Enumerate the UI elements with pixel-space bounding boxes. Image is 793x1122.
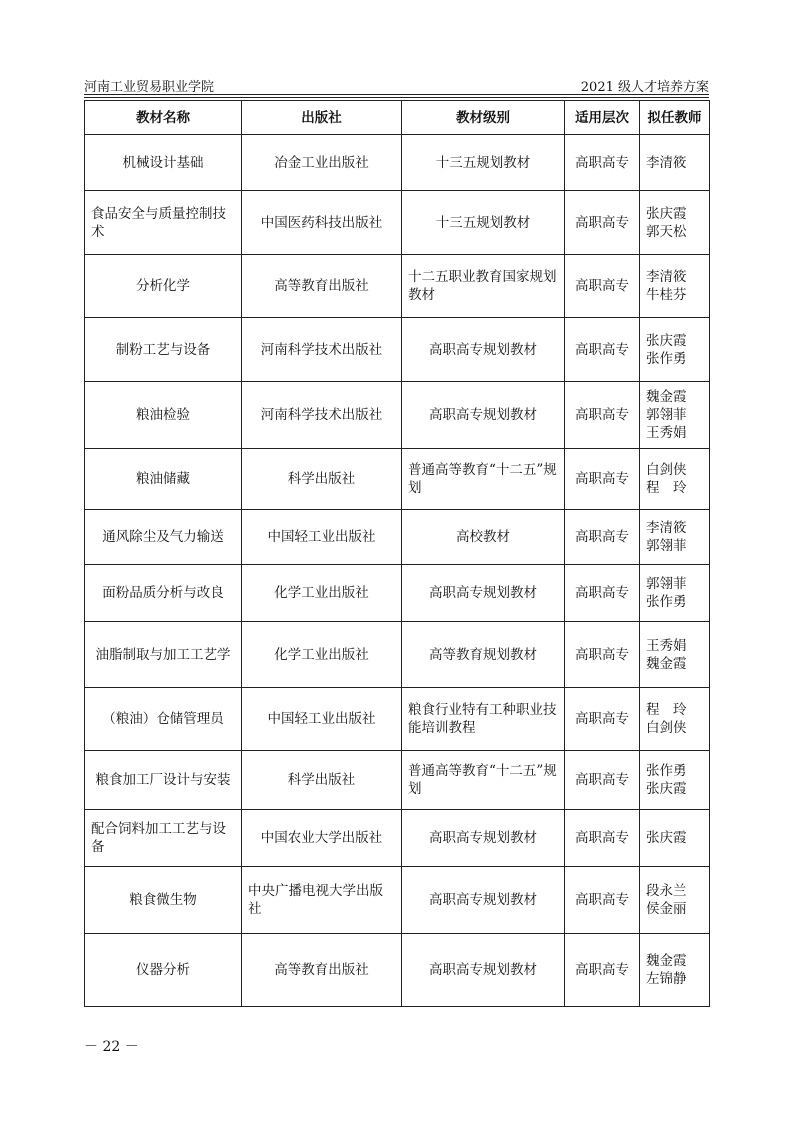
table-row	[85, 382, 710, 449]
table-row	[85, 751, 710, 810]
teacher-name: 张庆霞	[646, 830, 687, 846]
cell-textbook-name: 仪器分析	[85, 934, 242, 1007]
teacher-name: 李清筱	[646, 154, 687, 171]
cell-publisher: 河南科学技术出版社	[242, 382, 402, 449]
cell-teachers	[640, 382, 710, 449]
table-row	[85, 565, 710, 622]
table-row	[85, 510, 710, 565]
teacher-name: 牛桂芬	[646, 287, 687, 303]
cell-publisher: 中央广播电视大学出版社	[242, 867, 402, 934]
cell-publisher: 河南科学技术出版社	[242, 318, 402, 382]
teacher-name: 魏金霞	[646, 389, 687, 405]
column-header-teachers: 拟任教师	[640, 101, 710, 135]
cell-textbook-level: 高等教育规划教材	[402, 622, 565, 688]
cell-publisher: 中国轻工业出版社	[242, 688, 402, 751]
table-row	[85, 318, 710, 382]
cell-textbook-name: 粮食加工厂设计与安装	[85, 751, 242, 810]
cell-textbook-name: 油脂制取与加工工艺学	[85, 622, 242, 688]
table-row	[85, 449, 710, 510]
teacher-name: 郭天松	[646, 223, 687, 240]
teacher-name: 张作勇	[646, 594, 687, 610]
cell-applicable-level: 高职高专	[565, 565, 640, 622]
page-number: － 22 －	[84, 1039, 139, 1055]
teacher-name: 段永兰	[646, 883, 687, 899]
cell-textbook-name: 粮油检验	[85, 382, 242, 449]
cell-textbook-name: 通风除尘及气力输送	[85, 510, 242, 565]
cell-textbook-level: 普通高等教育“十二五”规划	[402, 751, 565, 810]
cell-textbook-name: 食品安全与质量控制技术	[85, 191, 242, 255]
teacher-name: 李清筱	[646, 520, 687, 536]
textbook-table	[84, 100, 710, 1007]
cell-teachers	[640, 688, 710, 751]
cell-publisher: 化学工业出版社	[242, 622, 402, 688]
column-header-publisher: 出版社	[242, 101, 402, 135]
cell-textbook-name: 制粉工艺与设备	[85, 318, 242, 382]
teacher-name: 张庆霞	[646, 781, 687, 797]
cell-publisher: 科学出版社	[242, 449, 402, 510]
cell-teachers	[640, 622, 710, 688]
cell-publisher: 中国医药科技出版社	[242, 191, 402, 255]
header-document-title: 2021 级人才培养方案	[580, 80, 709, 95]
cell-teachers	[640, 255, 710, 318]
cell-publisher: 科学出版社	[242, 751, 402, 810]
cell-publisher: 高等教育出版社	[242, 934, 402, 1007]
cell-textbook-name: 分析化学	[85, 255, 242, 318]
teacher-name: 魏金霞	[646, 953, 687, 969]
teacher-name: 魏金霞	[646, 655, 687, 672]
column-header-name: 教材名称	[85, 101, 242, 135]
table-row	[85, 191, 710, 255]
cell-publisher: 冶金工业出版社	[242, 135, 402, 191]
teacher-name: 王秀娟	[646, 637, 687, 654]
teacher-name: 张庆霞	[646, 332, 687, 349]
table-row	[85, 255, 710, 318]
cell-textbook-name: （粮油）仓储管理员	[85, 688, 242, 751]
teacher-name: 郭翎菲	[646, 407, 687, 423]
cell-applicable-level: 高职高专	[565, 934, 640, 1007]
cell-teachers	[640, 135, 710, 191]
cell-textbook-name: 粮油储藏	[85, 449, 242, 510]
teacher-name: 左锦静	[646, 971, 687, 987]
column-header-applicable: 适用层次	[565, 101, 640, 135]
cell-textbook-level: 高职高专规划教材	[402, 810, 565, 867]
table-row	[85, 934, 710, 1007]
cell-publisher: 中国轻工业出版社	[242, 510, 402, 565]
table-row	[85, 135, 710, 191]
page-header	[84, 72, 709, 94]
cell-textbook-level: 高职高专规划教材	[402, 934, 565, 1007]
cell-textbook-level: 高职高专规划教材	[402, 318, 565, 382]
cell-applicable-level: 高职高专	[565, 622, 640, 688]
cell-teachers	[640, 810, 710, 867]
teacher-name: 程 玲	[646, 702, 687, 718]
cell-teachers	[640, 565, 710, 622]
table-row	[85, 867, 710, 934]
cell-publisher: 中国农业大学出版社	[242, 810, 402, 867]
teacher-name: 张作勇	[646, 350, 687, 367]
cell-textbook-name: 面粉品质分析与改良	[85, 565, 242, 622]
cell-teachers	[640, 318, 710, 382]
cell-applicable-level: 高职高专	[565, 318, 640, 382]
teacher-name: 白剑侠	[646, 720, 687, 736]
cell-teachers	[640, 510, 710, 565]
cell-textbook-name: 配合饲料加工工艺与设备	[85, 810, 242, 867]
cell-teachers	[640, 191, 710, 255]
table-body	[85, 135, 710, 1007]
cell-textbook-name: 机械设计基础	[85, 135, 242, 191]
teacher-name: 王秀娟	[646, 425, 687, 441]
cell-textbook-level: 十二五职业教育国家规划教材	[402, 255, 565, 318]
cell-publisher: 高等教育出版社	[242, 255, 402, 318]
teacher-name: 张庆霞	[646, 205, 687, 222]
teacher-name: 侯金丽	[646, 901, 687, 917]
teacher-name: 白剑侠	[646, 462, 687, 478]
teacher-name: 李清筱	[646, 269, 687, 285]
cell-textbook-level: 高职高专规划教材	[402, 382, 565, 449]
cell-applicable-level: 高职高专	[565, 382, 640, 449]
cell-applicable-level: 高职高专	[565, 135, 640, 191]
cell-textbook-level: 高职高专规划教材	[402, 867, 565, 934]
table-row	[85, 622, 710, 688]
cell-teachers	[640, 934, 710, 1007]
cell-teachers	[640, 449, 710, 510]
cell-applicable-level: 高职高专	[565, 255, 640, 318]
cell-textbook-level: 高职高专规划教材	[402, 565, 565, 622]
header-rule-thick	[84, 94, 709, 95]
cell-applicable-level: 高职高专	[565, 810, 640, 867]
table-row	[85, 688, 710, 751]
header-rule-thin	[84, 97, 709, 98]
teacher-name: 郭翎菲	[646, 538, 687, 554]
cell-applicable-level: 高职高专	[565, 751, 640, 810]
cell-textbook-level: 粮食行业特有工种职业技能培训教程	[402, 688, 565, 751]
cell-applicable-level: 高职高专	[565, 867, 640, 934]
cell-teachers	[640, 751, 710, 810]
cell-applicable-level: 高职高专	[565, 191, 640, 255]
teacher-name: 程 玲	[646, 480, 687, 496]
header-institution: 河南工业贸易职业学院	[84, 80, 215, 95]
cell-applicable-level: 高职高专	[565, 510, 640, 565]
cell-applicable-level: 高职高专	[565, 688, 640, 751]
column-header-level: 教材级别	[402, 101, 565, 135]
cell-teachers	[640, 867, 710, 934]
cell-textbook-level: 普通高等教育“十二五”规划	[402, 449, 565, 510]
cell-textbook-level: 高校教材	[402, 510, 565, 565]
teacher-name: 张作勇	[646, 763, 687, 779]
cell-publisher: 化学工业出版社	[242, 565, 402, 622]
cell-applicable-level: 高职高专	[565, 449, 640, 510]
cell-textbook-level: 十三五规划教材	[402, 191, 565, 255]
table-header-row	[85, 101, 710, 135]
teacher-name: 郭翎菲	[646, 576, 687, 592]
cell-textbook-name: 粮食微生物	[85, 867, 242, 934]
table-row	[85, 810, 710, 867]
cell-textbook-level: 十三五规划教材	[402, 135, 565, 191]
